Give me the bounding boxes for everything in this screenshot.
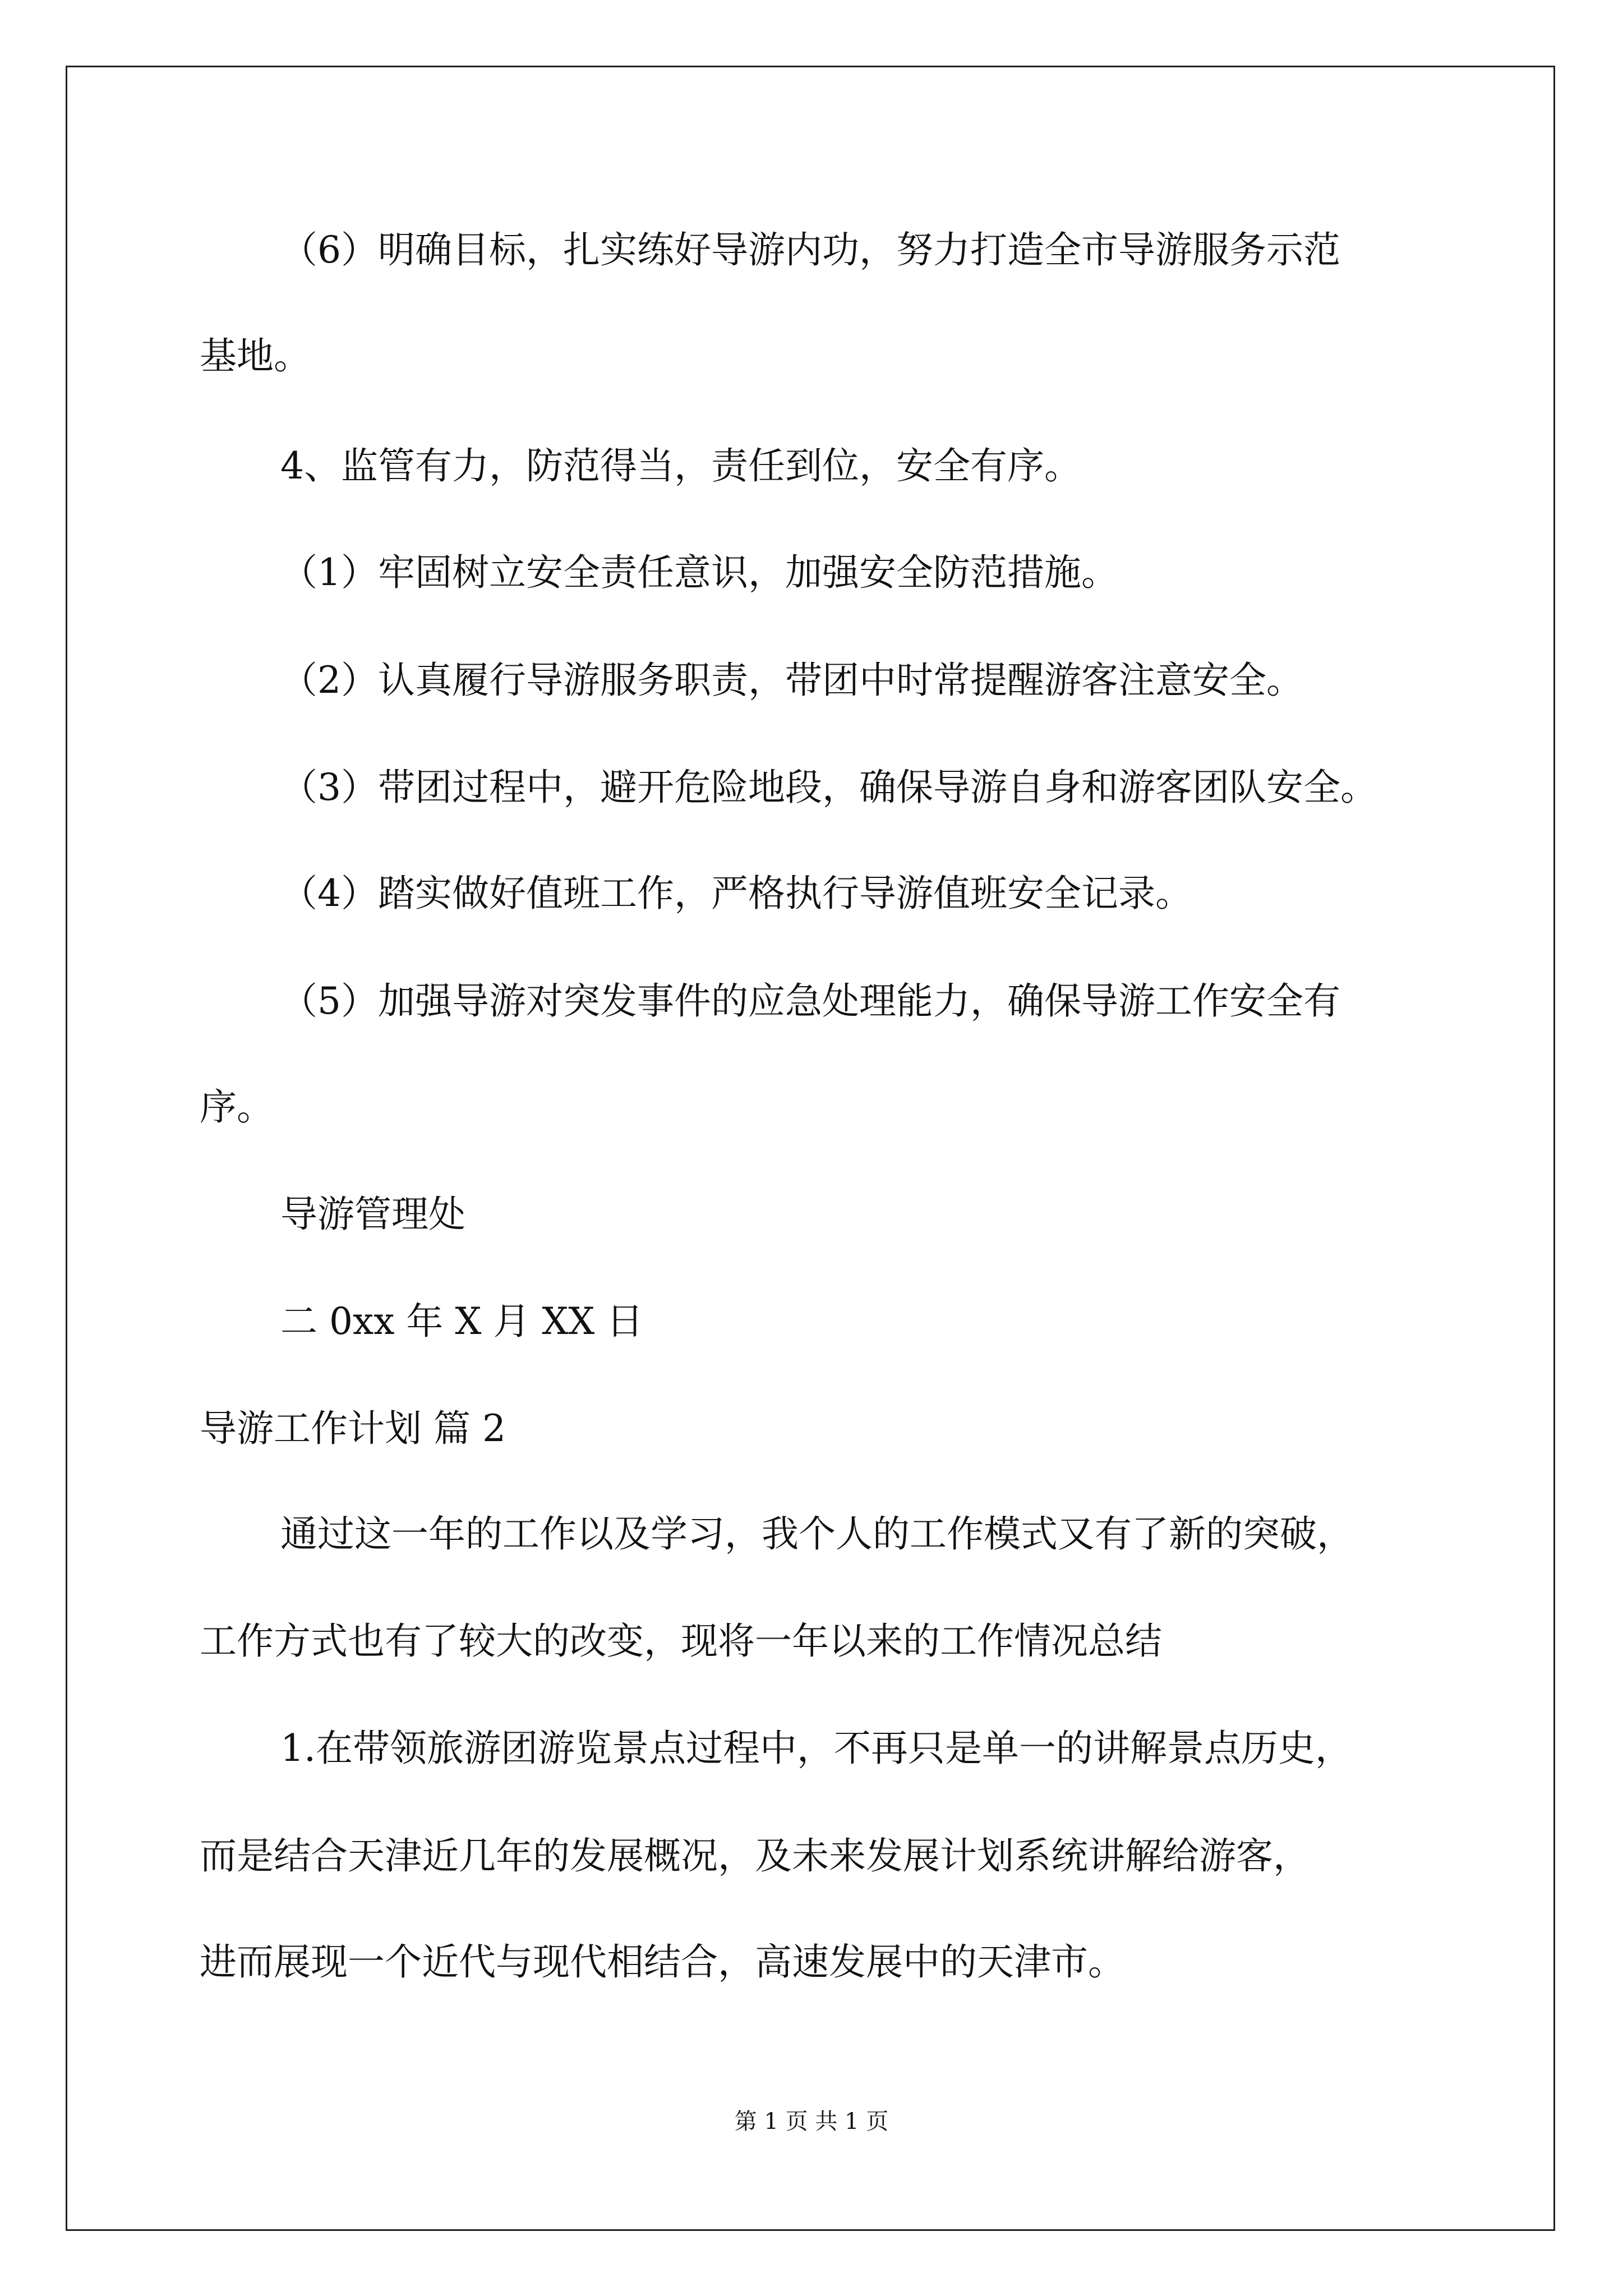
signature-office: 导游管理处: [280, 1193, 465, 1236]
page-number-footer: 第 1 页 共 1 页: [734, 2109, 889, 2134]
paragraph-line: （1）牢固树立安全责任意识，加强安全防范措施。: [280, 551, 1118, 594]
paragraph-line: （2）认真履行导游服务职责，带团中时常提醒游客注意安全。: [280, 659, 1303, 702]
page-border: [66, 66, 1555, 2231]
paragraph-line: 进而展现一个近代与现代相结合，高速发展中的天津市。: [200, 1940, 1125, 1984]
paragraph-line: 而是结合天津近几年的发展概况，及未来发展计划系统讲解给游客，: [200, 1834, 1310, 1878]
paragraph-line: （5）加强导游对突发事件的应急处理能力，确保导游工作安全有: [280, 979, 1340, 1023]
paragraph-line: 序。: [200, 1085, 274, 1129]
paragraph-line: （4）踏实做好值班工作，严格执行导游值班安全记录。: [280, 872, 1192, 915]
paragraph-line: （6）明确目标，扎实练好导游内功，努力打造全市导游服务示范: [280, 228, 1340, 272]
paragraph-line: （3）带团过程中，避开危险地段，确保导游自身和游客团队安全。: [280, 766, 1377, 809]
paragraph-line: 基地。: [200, 334, 311, 378]
paragraph-line: 4、监管有力，防范得当，责任到位，安全有序。: [280, 444, 1081, 487]
section-heading: 导游工作计划 篇 2: [200, 1407, 506, 1450]
signature-date: 二 0xx 年 X 月 XX 日: [280, 1300, 644, 1343]
paragraph-line: 通过这一年的工作以及学习，我个人的工作模式又有了新的突破，: [280, 1512, 1354, 1556]
paragraph-line: 1.在带领旅游团游览景点过程中，不再只是单一的讲解景点历史，: [280, 1727, 1352, 1770]
paragraph-line: 工作方式也有了较大的改变，现将一年以来的工作情况总结: [200, 1619, 1162, 1663]
